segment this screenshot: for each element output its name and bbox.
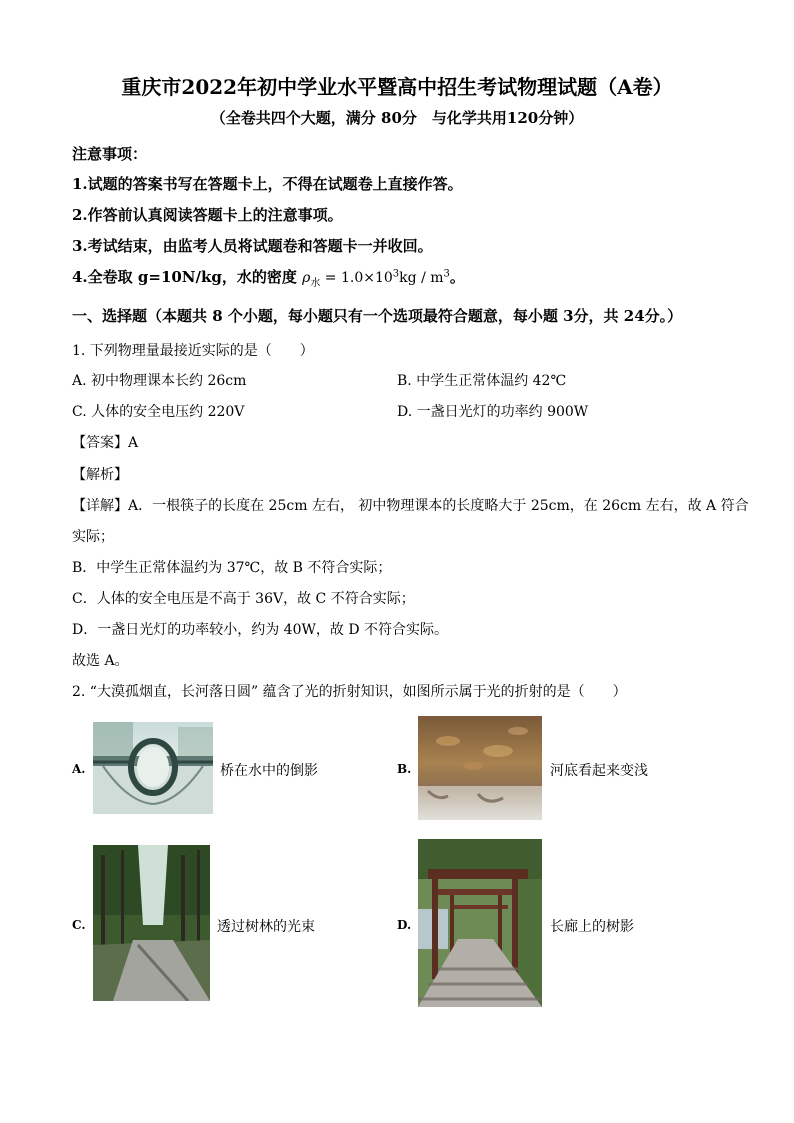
q2-option-a-caption: 桥在水中的倒影 (220, 763, 318, 779)
q2-stem: 2. “大漠孤烟直，长河落日圆” 蕴含了光的折射知识，如图所示属于光的折射的是（ ） (72, 684, 627, 700)
notes-heading: 注意事项： (72, 145, 148, 163)
density-equation: = 1.0×10 (320, 270, 393, 286)
q1-answer: 【答案】A (72, 435, 139, 451)
riverbed-image (418, 716, 542, 820)
q1-analysis-label: 【解析】 (72, 467, 128, 483)
q1-detail-line-2: 实际； (72, 529, 114, 545)
density-unit-exponent: 3 (443, 268, 450, 280)
section-1-heading: 一、选择题（本题共 8 个小题，每小题只有一个选项最符合题意，每小题 3分，共 24分。） (72, 307, 683, 325)
bridge-reflection-image (93, 722, 213, 814)
note-item-3: 3.考试结束，由监考人员将试题卷和答题卡一并收回。 (72, 237, 433, 255)
note-item-1: 1.试题的答案书写在答题卡上，不得在试题卷上直接作答。 (72, 175, 463, 193)
q1-detail-d: D．一盏日光灯的功率较小，约为 40W，故 D 不符合实际。 (72, 622, 449, 638)
q1-detail-line-1: 【详解】A．一根筷子的长度在 25cm 左右， 初中物理课本的长度略大于 25cm，在 26cm 左右，故 A 符合 (72, 498, 749, 514)
q2-option-a-letter: A. (72, 762, 86, 776)
q2-option-d-caption: 长廊上的树影 (550, 919, 634, 935)
rho-subscript: 水 (310, 277, 321, 289)
q1-stem: 1. 下列物理量最接近实际的是（ ） (72, 343, 314, 359)
q1-option-c: C. 人体的安全电压约 220V (72, 404, 245, 420)
rho-symbol: ρ (302, 270, 311, 286)
q1-detail-b: B．中学生正常体温约为 37℃，故 B 不符合实际； (72, 560, 392, 576)
q1-conclusion: 故选 A。 (72, 653, 129, 669)
q2-option-b-caption: 河底看起来变浅 (550, 763, 648, 779)
q2-option-c-letter: C. (72, 918, 86, 932)
note-item-4-end: 。 (449, 268, 465, 286)
q2-option-d-letter: D. (397, 918, 412, 932)
density-exponent: 3 (392, 268, 400, 280)
density-unit: kg / m (399, 270, 444, 286)
q2-option-b-letter: B. (397, 762, 412, 776)
forest-light-image (93, 845, 210, 1001)
note-item-4-prefix: 4.全卷取 g=10N/kg，水的密度 (72, 268, 303, 286)
q1-detail-c: C．人体的安全电压是不高于 36V，故 C 不符合实际； (72, 591, 415, 607)
corridor-shadow-image (418, 839, 542, 1007)
note-item-2: 2.作答前认真阅读答题卡上的注意事项。 (72, 206, 343, 224)
q1-option-d: D. 一盏日光灯的功率约 900W (397, 404, 589, 420)
note-item-4 (72, 266, 465, 289)
q1-option-b: B. 中学生正常体温约 42℃ (397, 373, 567, 389)
page-subtitle: （全卷共四个大题，满分 80分 与化学共用120分钟） (210, 109, 584, 127)
page-title: 重庆市2022年初中学业水平暨高中招生考试物理试题（A卷） (121, 75, 673, 99)
q1-option-a: A. 初中物理课本长约 26cm (72, 373, 247, 389)
q2-option-c-caption: 透过树林的光束 (217, 919, 315, 935)
